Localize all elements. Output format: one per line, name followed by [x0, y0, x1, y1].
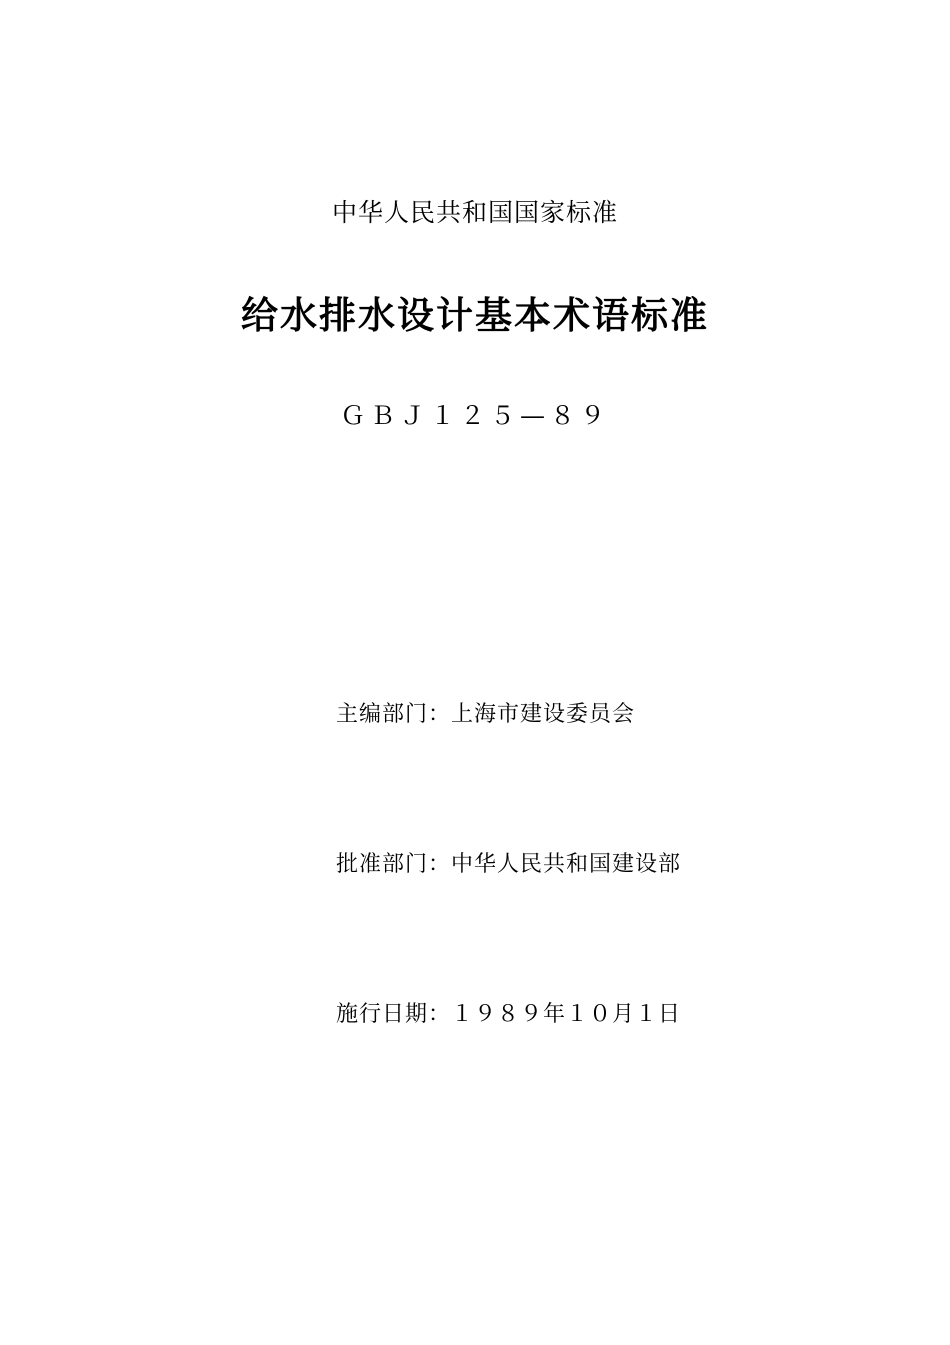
metadata-label-effective-date: 施行日期：: [335, 1002, 451, 1027]
metadata-value-chief-editor: 上海市建设委员会: [450, 702, 635, 727]
metadata-row-chief-editor: [272, 640, 792, 790]
standard-code: ＧＢＪ１２５—８９: [339, 401, 610, 430]
metadata-label-chief-editor: 主编部门：: [335, 702, 451, 727]
page-title: 给水排水设计基本术语标准: [241, 293, 709, 337]
metadata-row-approver: [272, 790, 792, 940]
metadata-block: [272, 640, 792, 1090]
metadata-value-effective-date: １９８９年１０月１日: [450, 1002, 681, 1027]
metadata-label-approver: 批准部门：: [335, 852, 451, 877]
metadata-row-effective-date: [272, 940, 792, 1090]
metadata-value-approver: 中华人民共和国建设部: [450, 852, 681, 877]
standard-issuer-line: 中华人民共和国国家标准: [331, 198, 618, 227]
